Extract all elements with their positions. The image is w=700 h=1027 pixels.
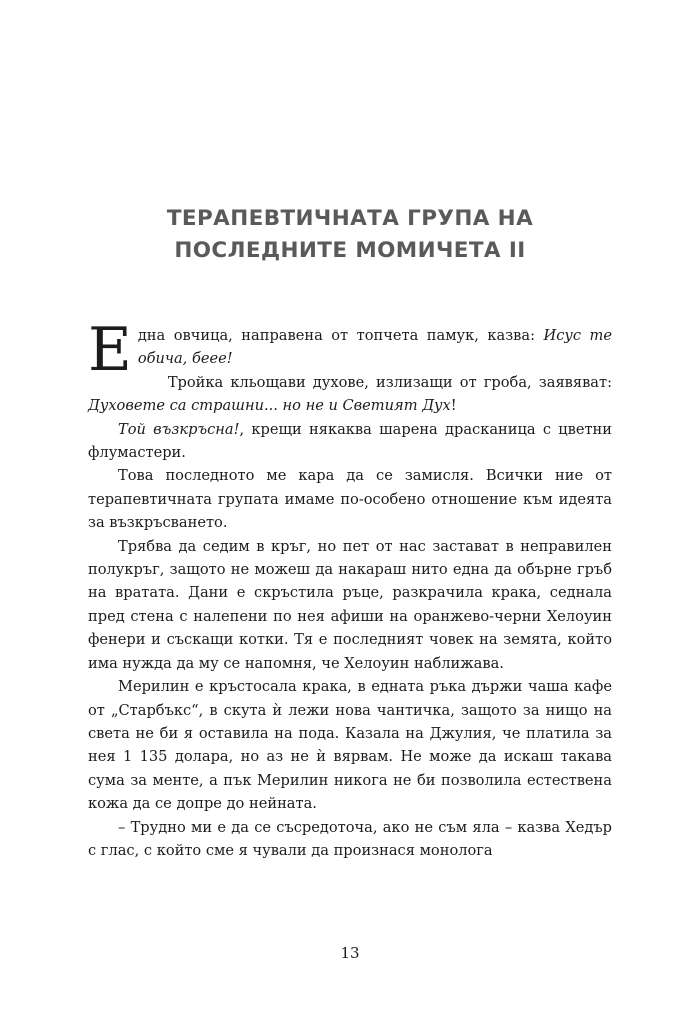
chapter-title-line-1: ТЕРАПЕВТИЧНАТА ГРУПА НА — [166, 206, 534, 231]
paragraph-6-text: Мерилин е кръстосала крака, в едната ръка държи чаша кафе от „Старбъкс“, в скута ѝ лежи нова чантичка, защото за нищо на света не би я оставила на пода. Казала на Джулия, че платила за нея 1 135 долара, но аз не ѝ вярвам. Не може да искаш такава сума за менте, а пък Мерилин никога не би позволила естествена кожа да се допре до нейната. — [88, 678, 612, 813]
paragraph-3-italic: Той възкръсна! — [118, 420, 240, 438]
page-number: 13 — [340, 944, 360, 962]
paragraph-1-text: дна овчица, направена от топчета памук, казва: — [137, 327, 544, 344]
drop-cap: Е — [88, 315, 132, 385]
paragraph-6 — [88, 675, 612, 815]
paragraph-2 — [88, 371, 612, 418]
paragraph-2-text: Тройка кльощави духове, излизащи от гроба, заявяват: — [167, 373, 612, 391]
paragraph-3-text: , крещи някаква шарена драсканица с цветни флумастери. — [88, 420, 613, 462]
paragraph-1-italic: Исус те обича, беее! — [137, 327, 612, 368]
paragraph-2-text-end: ! — [450, 397, 457, 415]
paragraph-4 — [88, 464, 612, 534]
paragraph-7 — [88, 816, 612, 863]
chapter-title-line-2: ПОСЛЕДНИТЕ МОМИЧЕТА II — [174, 238, 526, 263]
paragraph-3 — [88, 418, 612, 465]
paragraph-4-text: Това последното ме кара да се замисля. Всички ние от терапевтичната групата имаме по-особено отношение към идеята за възкръсването. — [88, 467, 612, 532]
paragraph-7-text: – Трудно ми е да се съсредоточа, ако не съм яла – казва Хедър с глас, с който сме я чували да произнася монолога — [88, 818, 612, 859]
paragraph-5-text: Трябва да седим в кръг, но пет от нас застават в неправилен полукръг, защото не можеш да накараш нито една да обърне гръб на вратата. Дани е скръстила ръце, разкрачила крака, седнала пред стена с налепени по нея афиши на оранжево-черни Хелоуин фенери и съскащи котки. Тя е последният човек на земята, който има нужда да му се напомня, че Хелоуин наближава. — [88, 537, 612, 672]
chapter-body — [88, 315, 613, 862]
paragraph-5 — [88, 535, 612, 675]
chapter-title — [0, 203, 700, 267]
paragraph-2-italic: Духовете са страшни... но не и Светият Дух — [88, 397, 451, 415]
